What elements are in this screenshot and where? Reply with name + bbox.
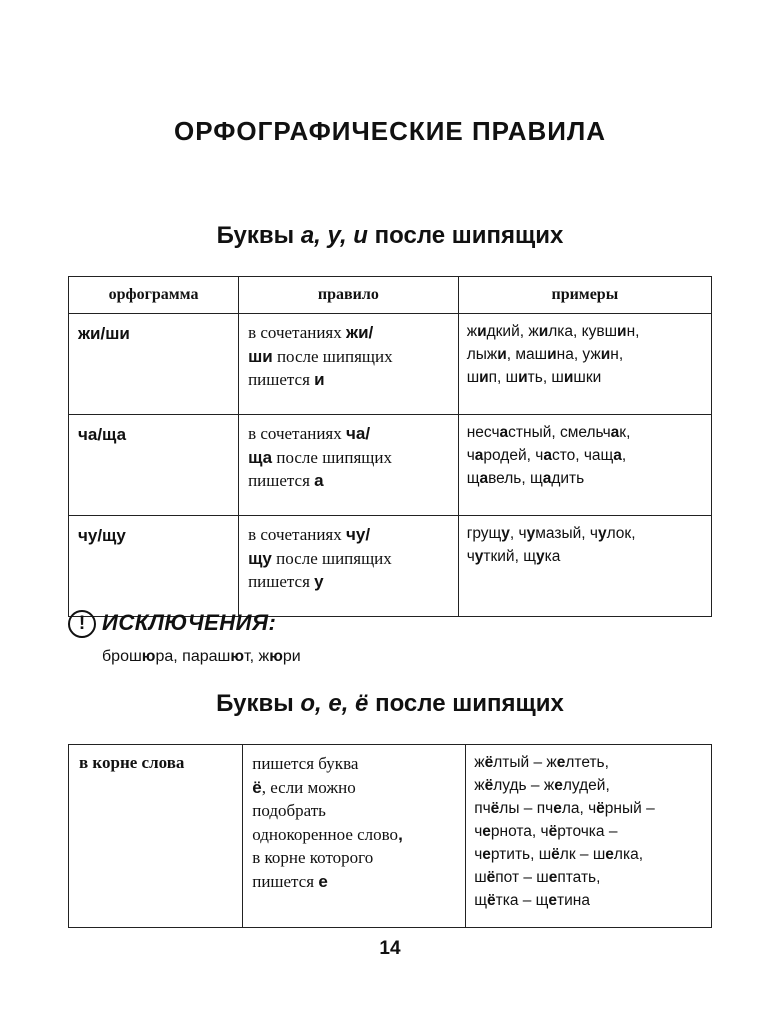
orthogram-cell: ча/ща bbox=[69, 415, 239, 516]
orthogram-cell: чу/щу bbox=[69, 516, 239, 617]
examples-cell: несчастный, смельчак, чародей, часто, чаща, щавель, щадить bbox=[458, 415, 711, 516]
section-title-prefix: Буквы bbox=[216, 690, 294, 717]
section-title-aui bbox=[0, 222, 780, 250]
column-header-orthogram: орфограмма bbox=[69, 277, 239, 314]
rule-cell: пишется буква ё, если можно подобрать однокоренное слово, в корне которого пишется е bbox=[243, 745, 466, 928]
column-header-examples: примеры bbox=[458, 277, 711, 314]
exclamation-circle-icon: ! bbox=[68, 610, 96, 638]
table-row bbox=[69, 745, 712, 928]
examples-cell: жёлтый – желтеть, жёлудь – желудей, пчёлы – пчела, чёрный – чернота, чёрточка – чертить, шёлк – шелка, шёпот – шептать, щётка – щетина bbox=[466, 745, 712, 928]
orthogram-cell: в корне слова bbox=[69, 745, 243, 928]
exceptions-label: ИСКЛЮЧЕНИЯ: bbox=[102, 610, 277, 635]
section-title-letters: о, е, ё bbox=[300, 690, 369, 717]
table-row bbox=[69, 516, 712, 617]
section-title-suffix: после шипящих bbox=[375, 690, 564, 717]
section-title-prefix: Буквы bbox=[216, 222, 295, 249]
rules-table-aui bbox=[68, 276, 712, 617]
examples-cell: жидкий, жилка, кувшин, лыжи, машина, ужин, шип, шить, шишки bbox=[458, 314, 711, 415]
rule-cell: в сочетаниях чу/ щу после шипящих пишется у bbox=[239, 516, 459, 617]
examples-cell: грущу, чумазый, чулок, чуткий, щука bbox=[458, 516, 711, 617]
page-title: ОРФОГРАФИЧЕСКИЕ ПРАВИЛА bbox=[174, 116, 606, 146]
table-row bbox=[69, 415, 712, 516]
exceptions-words: брошюра, парашют, жюри bbox=[102, 648, 301, 665]
section-title-letters: а, у, и bbox=[300, 222, 368, 249]
column-header-rule: правило bbox=[239, 277, 459, 314]
table-row bbox=[69, 314, 712, 415]
page-number: 14 bbox=[379, 938, 401, 959]
rule-cell: в сочетаниях жи/ ши после шипящих пишется и bbox=[239, 314, 459, 415]
orthogram-cell: жи/ши bbox=[69, 314, 239, 415]
section-title-oee bbox=[0, 690, 780, 718]
rules-table-oee bbox=[68, 744, 712, 928]
rule-cell: в сочетаниях ча/ ща после шипящих пишется а bbox=[239, 415, 459, 516]
section-title-suffix: после шипящих bbox=[374, 222, 564, 249]
